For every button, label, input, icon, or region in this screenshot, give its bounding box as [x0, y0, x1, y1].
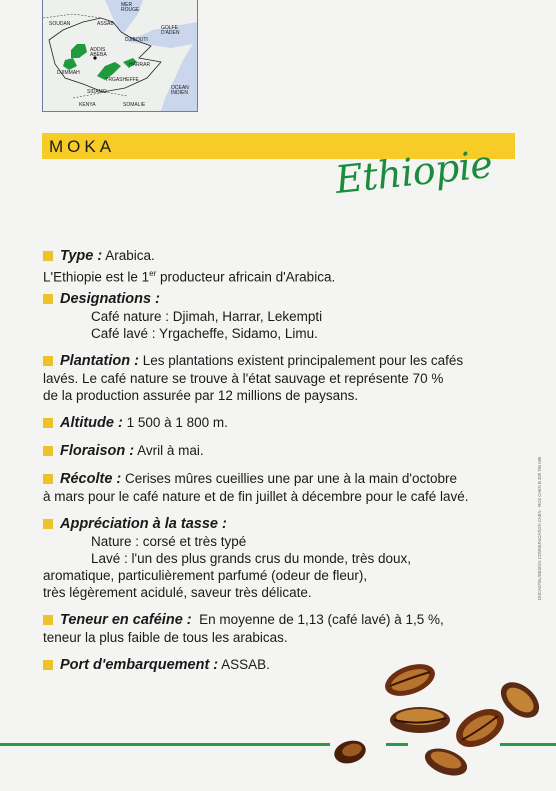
section-text: L'Ethiopie est le 1 — [43, 269, 150, 285]
rule-segment — [0, 743, 330, 746]
section-key: Altitude : — [60, 415, 123, 431]
section-text: Lavé : l'un des plus grands crus du monde, très doux, — [91, 551, 412, 566]
map-label-somalie: SOMALIE — [123, 102, 146, 108]
coffee-beans-illustration — [330, 660, 556, 780]
section-text: Café nature : Djimah, Harrar, Lekempti — [91, 309, 323, 324]
section-appreciation — [43, 515, 411, 601]
page-title: MOKA — [49, 137, 116, 156]
printer-credit: DUCASTEL/DESIGN COMMUNICATION CAEN · RCS CAEN B 328 784 095 — [537, 456, 542, 600]
section-text: aromatique, particulièrement parfumé (odeur de fleur), — [43, 568, 368, 583]
map-label-yrgasheffe: YRGASHEFFE — [105, 77, 139, 83]
bullet-square — [43, 251, 53, 261]
superscript: er — [149, 269, 157, 278]
section-floraison — [43, 442, 204, 460]
ethiopia-map — [42, 0, 198, 112]
section-value: 1 500 à 1 800 m. — [126, 415, 228, 430]
section-text: En moyenne de 1,13 (café lavé) à 1,5 %, — [199, 612, 444, 627]
map-label-kenya: KENYA — [79, 102, 96, 108]
bullet-square — [43, 356, 53, 366]
section-value: Avril à mai. — [137, 443, 204, 458]
section-type — [43, 247, 335, 286]
bullet-square — [43, 615, 53, 625]
country-script-title: Ethiopie — [333, 141, 495, 203]
section-text: lavés. Le café nature se trouve à l'état sauvage et représente 70 % — [43, 371, 444, 386]
section-key: Récolte : — [60, 471, 122, 487]
map-label-golfe-aden: GOLFE D'ADEN — [161, 25, 180, 36]
section-text: très légèrement acidulé, saveur très délicate. — [43, 585, 312, 600]
section-key: Plantation : — [60, 353, 139, 369]
map-label-mer-rouge: MER ROUGE — [121, 2, 140, 13]
coffee-bean-icon — [390, 707, 450, 733]
map-label-assab: ASSAB — [97, 21, 114, 27]
section-teneur — [43, 611, 444, 646]
bullet-square — [43, 446, 53, 456]
section-key: Type : — [60, 248, 103, 264]
coffee-bean-icon — [421, 743, 471, 780]
section-text: à mars pour le café nature et de fin juillet à décembre pour le café lavé. — [43, 489, 469, 504]
bullet-square — [43, 294, 53, 304]
map-label-djibouti: DJIBOUTI — [125, 37, 148, 43]
coffee-bean-icon — [381, 660, 439, 702]
section-plantation — [43, 352, 463, 404]
bullet-square — [43, 519, 53, 529]
section-port — [43, 656, 270, 674]
map-label-addis-abeba: ADDIS ABEBA — [90, 47, 107, 58]
map-label-ocean-indien: OCEAN INDIEN — [171, 85, 189, 96]
section-text: producteur africain d'Arabica. — [156, 269, 336, 285]
map-label-djimmah: DJIMMAH — [57, 70, 80, 76]
map-label-soudan: SOUDAN — [49, 21, 71, 27]
section-designations — [43, 290, 322, 342]
section-value: ASSAB. — [221, 657, 270, 672]
section-text: de la production assurée par 12 millions de paysans. — [43, 388, 359, 403]
coffee-bean-icon — [332, 737, 369, 767]
section-text: teneur la plus faible de tous les arabicas. — [43, 630, 288, 645]
section-key: Floraison : — [60, 443, 135, 459]
coffee-bean-icon — [449, 701, 510, 755]
section-text: Cerises mûres cueillies une par une à la main d'octobre — [125, 471, 458, 486]
section-key: Port d'embarquement : — [60, 657, 219, 673]
section-key: Teneur en caféine : — [60, 612, 192, 628]
bullet-square — [43, 660, 53, 670]
section-text: Les plantations existent principalement pour les cafés — [142, 353, 464, 368]
section-text: Café lavé : Yrgacheffe, Sidamo, Limu. — [91, 326, 318, 341]
bullet-square — [43, 474, 53, 484]
section-text: Nature : corsé et très typé — [91, 534, 247, 549]
map-label-sidamo: SIDAMO — [87, 89, 107, 95]
map-label-harrar: HARRAR — [129, 62, 151, 68]
section-altitude — [43, 414, 228, 432]
section-value: Arabica. — [105, 248, 155, 263]
bullet-square — [43, 418, 53, 428]
section-key: Appréciation à la tasse : — [60, 516, 227, 532]
section-key: Designations : — [60, 291, 160, 307]
section-recolte — [43, 470, 469, 505]
